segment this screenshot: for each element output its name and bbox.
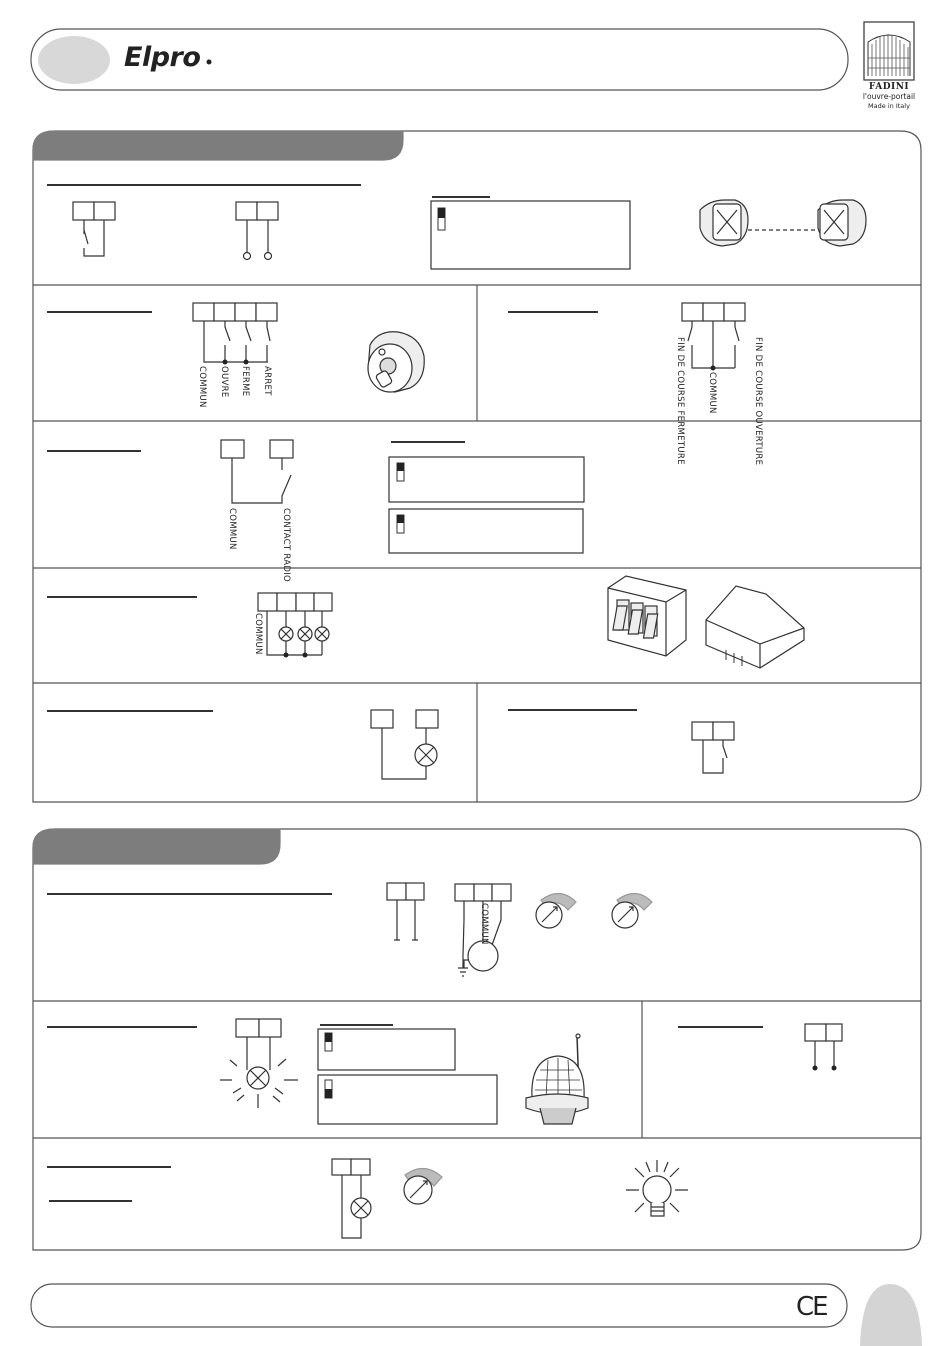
s2-row3-courtesy-light-wiring	[47, 1159, 371, 1238]
s1-row1-photocell-wiring	[47, 185, 361, 260]
label-ouvre: OUVRE	[219, 366, 229, 398]
s1-row2-command-wiring	[47, 303, 277, 365]
brand-origin: Made in Italy	[868, 102, 910, 110]
ce-mark: CE	[796, 1292, 827, 1322]
s1-row1-dip-switch	[431, 197, 630, 269]
label-arret: ARRET	[262, 366, 272, 396]
fadini-gate-logo-icon	[864, 22, 914, 80]
photocell-pair-icon	[700, 200, 866, 246]
label-contact-radio: CONTACT RADIO	[281, 508, 291, 583]
s2-row2-flasher-wiring	[47, 1019, 298, 1108]
light-bulb-icon	[626, 1160, 688, 1216]
s1-row2-limit-switch-wiring	[508, 303, 745, 371]
s1-row3-radio-wiring	[47, 440, 293, 503]
label-commun: COMMUN	[253, 613, 263, 655]
control-box-icons	[608, 576, 804, 668]
s2-row1-trimmer-icons	[536, 893, 652, 928]
page-corner-tab	[860, 1284, 922, 1346]
label-commun: COMMUN	[227, 508, 237, 550]
key-switch-icon	[368, 332, 424, 392]
label-ferme: FERME	[240, 366, 250, 397]
s2-row1-motor-wiring	[47, 883, 511, 976]
label-fin-de-course-ouverture: FIN DE COURSE OUVERTURE	[753, 337, 763, 466]
label-fin-de-course-fermeture: FIN DE COURSE FERMETURE	[675, 337, 685, 465]
s2-row2-dip-switches	[318, 1025, 497, 1124]
footer-bar	[31, 1284, 847, 1327]
product-name: Elpro	[124, 42, 201, 73]
s2-row2-right-wiring	[678, 1024, 842, 1071]
label-commun: COMMUN	[479, 903, 489, 945]
brand-tagline: l'ouvre-portail	[862, 92, 916, 101]
label-commun: COMMUN	[197, 366, 207, 408]
s1-row5-lamp-wiring	[47, 710, 438, 779]
s1-row3-dip-switches	[389, 442, 584, 553]
s1-row4-lamps-wiring	[47, 593, 332, 658]
s1-row5-contact-wiring	[508, 710, 734, 773]
brand-logo-name: FADINI	[868, 82, 910, 92]
s2-row3-trimmer-icon	[404, 1168, 442, 1204]
flashing-light-icon	[526, 1034, 588, 1124]
label-commun: COMMUN	[707, 372, 717, 414]
